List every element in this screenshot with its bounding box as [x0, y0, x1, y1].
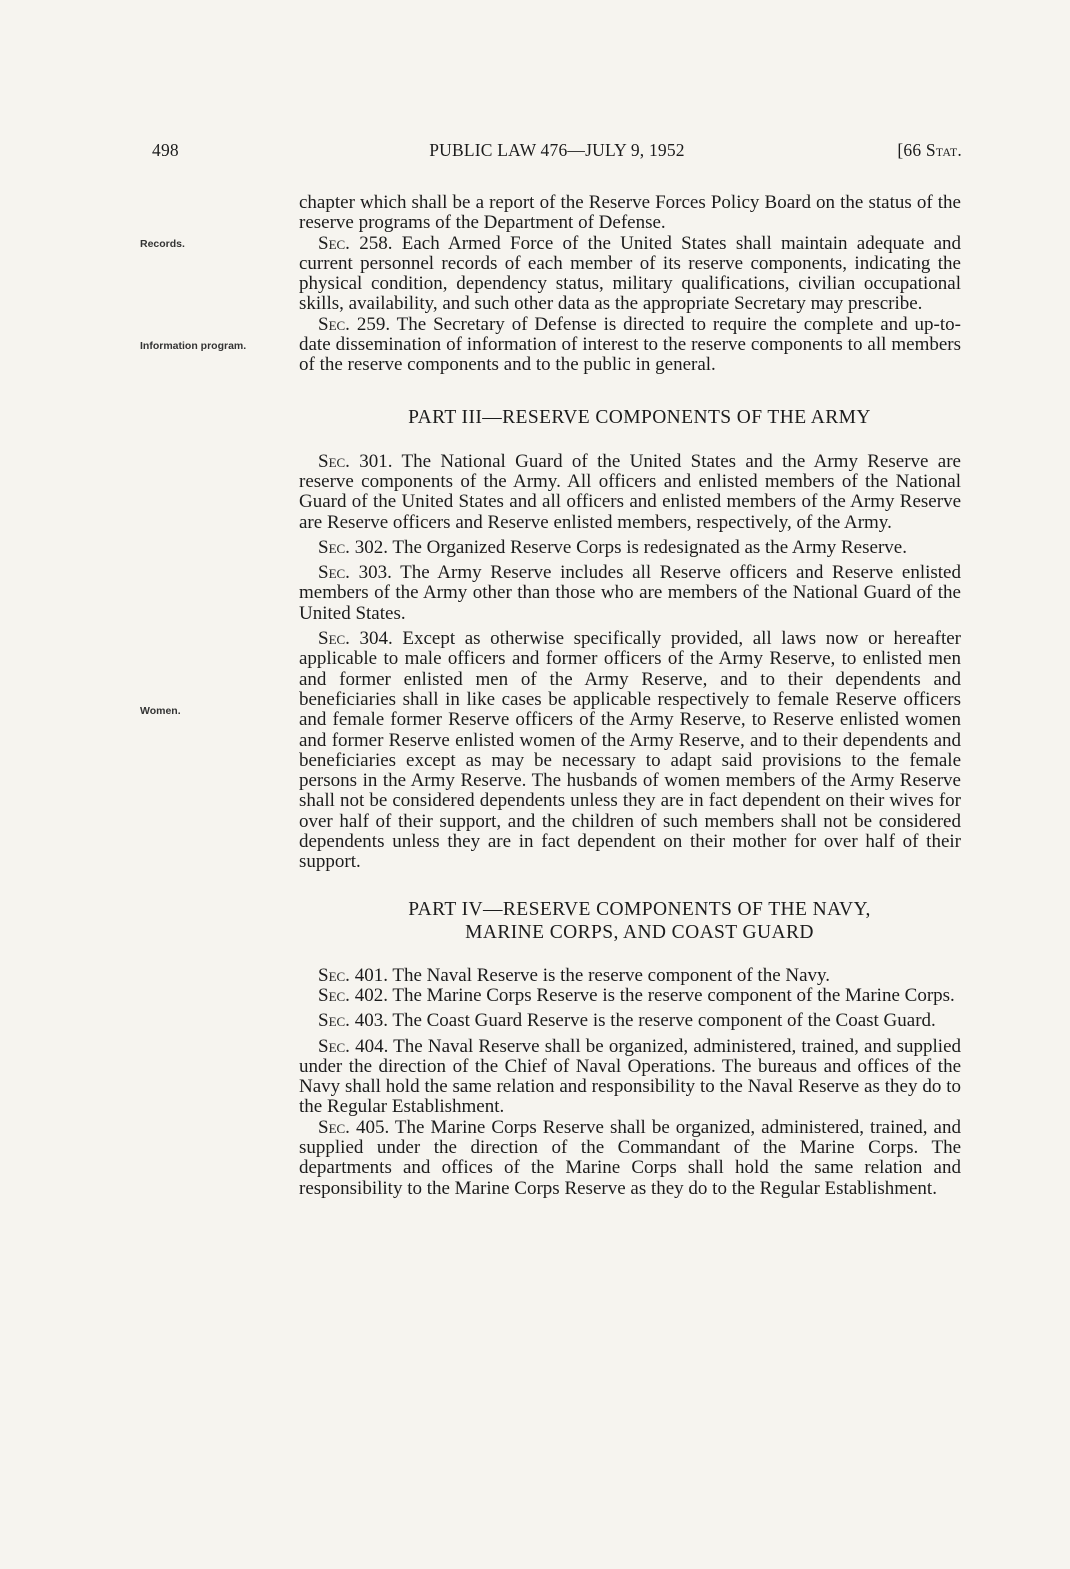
- section-302: [299, 538, 961, 558]
- section-text: 301. The National Guard of the United States and the Army Reserve are reserve components of the Army. All officers and enlisted members of the National Guard of the United States and all officers and enlisted members of the Army Reserve are Reserve officers and Reserve enlisted members, respectively, of the Army.: [299, 450, 961, 533]
- section-259: [299, 315, 961, 376]
- section-304: [299, 629, 961, 873]
- section-258: [299, 234, 961, 315]
- section-label: Sec.: [318, 628, 350, 650]
- section-403: [299, 1011, 961, 1031]
- body-text: [299, 193, 961, 1199]
- section-label: Sec.: [318, 1035, 350, 1057]
- section-text: 303. The Army Reserve includes all Reserve officers and Reserve enlisted members of the Army other than those who are members of the National Guard of the United States.: [299, 562, 961, 624]
- section-text: 402. The Marine Corps Reserve is the reserve component of the Marine Corps.: [349, 984, 955, 1006]
- section-405: [299, 1118, 961, 1199]
- section-text: 302. The Organized Reserve Corps is redesignated as the Army Reserve.: [349, 536, 907, 558]
- section-label: Sec.: [318, 450, 350, 472]
- section-303: [299, 563, 961, 624]
- section-label: Sec.: [318, 232, 350, 254]
- margin-note-information-program: Information program.: [140, 340, 247, 352]
- section-text: 259. The Secretary of Defense is directed to require the complete and up-to-date dissemination of information of interest to the reserve components to all members of the reserve components and to the public in general.: [299, 313, 961, 376]
- part-4-heading: [299, 898, 961, 944]
- statute-reference: [66 Stat.: [897, 140, 962, 160]
- margin-note-women: Women.: [140, 705, 181, 717]
- section-label: Sec.: [318, 964, 350, 986]
- section-label: Sec.: [318, 536, 350, 558]
- section-text: 404. The Naval Reserve shall be organized, administered, trained, and supplied under the direction of the Chief of Naval Operations. The bureaus and offices of the Navy shall hold the same relation and responsibility to the Naval Reserve as they do to the Regular Establishment.: [299, 1035, 961, 1118]
- section-text: 304. Except as otherwise specifically provided, all laws now or hereafter applicable to male officers and former officers of the Army Reserve, to enlisted men and former enlisted men of the Army Reserve, and to their dependents and beneficiaries shall in like cases be applicable respectively to female Reserve officers and female former Reserve officers of the Army Reserve, to Reserve enlisted women and former Reserve enlisted women of the Army Reserve, and to their dependents and beneficiaries except as may be necessary to adapt said provisions to the female persons in the Army Reserve. The husbands of women members of the Army Reserve shall not be considered dependents unless they are in fact dependent on their wives for over half of their support, and the children of such members shall not be considered dependents unless they are in fact dependent on their mother for over half of their support.: [299, 628, 961, 873]
- section-label: Sec.: [318, 1116, 350, 1138]
- part-4-heading-line-1: PART IV—RESERVE COMPONENTS OF THE NAVY,: [408, 898, 871, 920]
- section-404: [299, 1037, 961, 1118]
- section-label: Sec.: [318, 1010, 350, 1032]
- section-301: [299, 452, 961, 533]
- section-text: 405. The Marine Corps Reserve shall be organized, administered, trained, and supplied under the direction of the Commandant of the Marine Corps. The departments and offices of the Marine Corps shall hold the same relation and responsibility to the Marine Corps Reserve as they do to the Regular Establishment.: [299, 1116, 961, 1199]
- section-257-continued: chapter which shall be a report of the Reserve Forces Policy Board on the status of the reserve programs of the Department of Defense.: [299, 192, 961, 234]
- section-401: [299, 966, 961, 986]
- section-402: [299, 986, 961, 1006]
- section-text: 403. The Coast Guard Reserve is the reserve component of the Coast Guard.: [349, 1010, 936, 1032]
- section-label: Sec.: [318, 313, 350, 335]
- part-3-heading: PART III—RESERVE COMPONENTS OF THE ARMY: [408, 406, 871, 428]
- margin-note-records: Records.: [140, 238, 185, 250]
- section-label: Sec.: [318, 562, 350, 584]
- section-text: 258. Each Armed Force of the United States shall maintain adequate and current personnel records of each member of its reserve components, indicating the physical condition, dependency status, military qualifications, civilian occupational skills, availability, and such other data as the appropriate Secretary may prescribe.: [299, 232, 961, 315]
- part-4-heading-line-2: MARINE CORPS, AND COAST GUARD: [465, 921, 814, 943]
- section-text: 401. The Naval Reserve is the reserve component of the Navy.: [349, 964, 831, 986]
- page-number: 498: [152, 140, 179, 160]
- section-label: Sec.: [318, 984, 350, 1006]
- header-title: PUBLIC LAW 476—JULY 9, 1952: [429, 140, 685, 160]
